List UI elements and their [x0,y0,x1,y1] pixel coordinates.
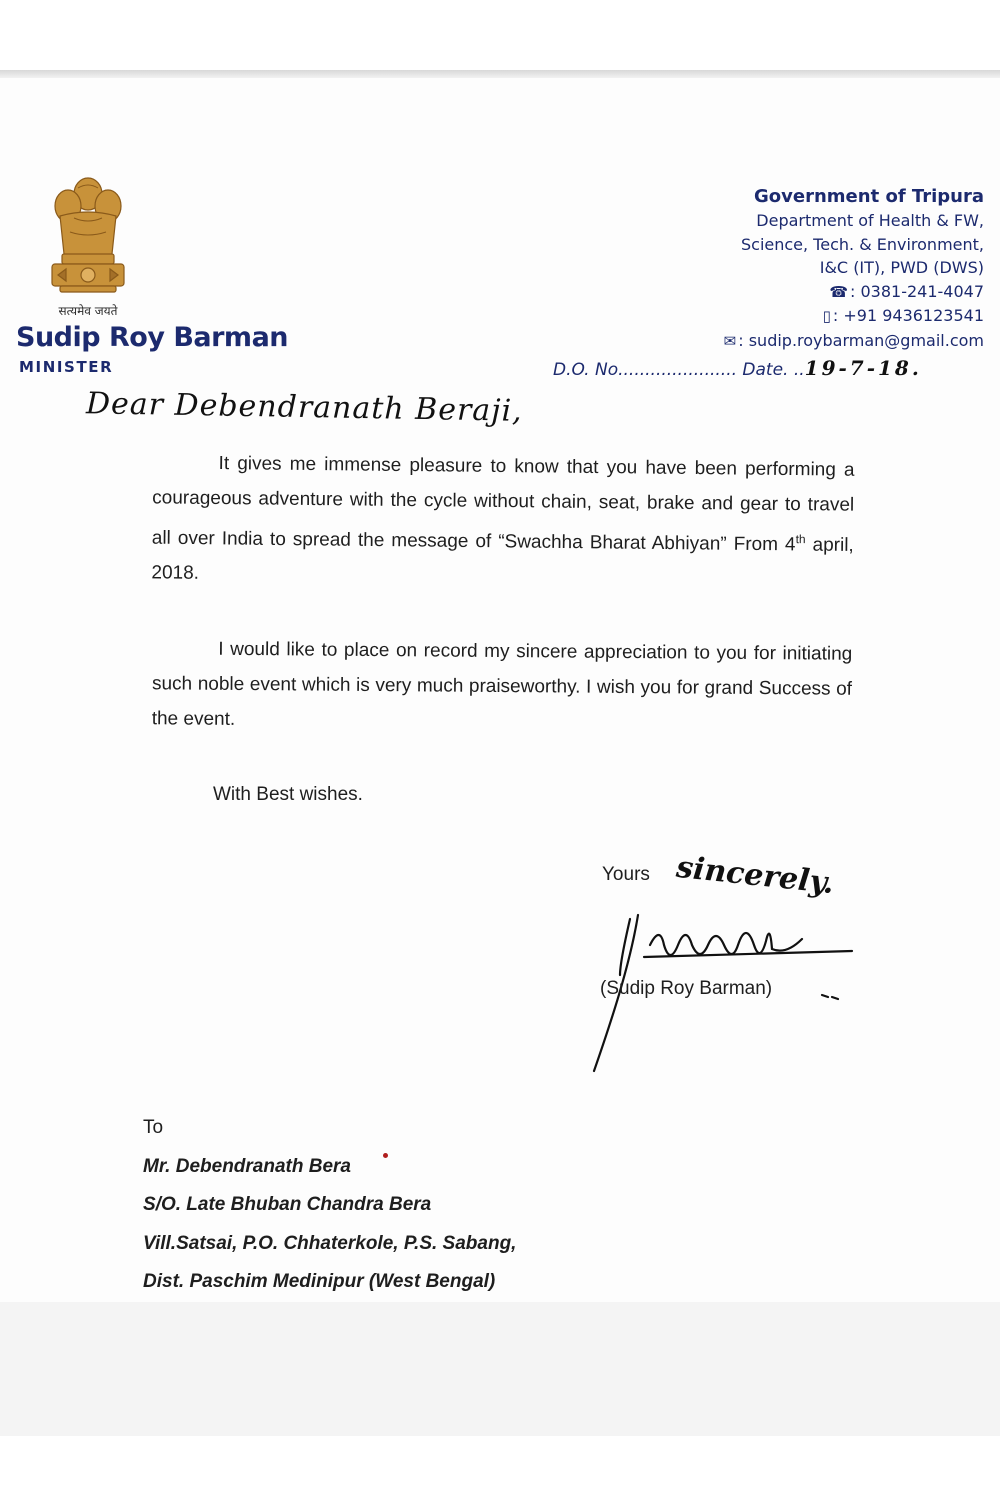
government-contact-block [564,184,984,353]
handwritten-salutation: Dear Debendranath Beraji, [85,386,523,429]
handwritten-sincerely: sincerely. [674,849,836,902]
ink-dot [383,1153,388,1158]
mobile-phone-icon: ▯ [822,307,831,325]
handwritten-date: 19-7-18. [804,356,922,380]
telephone-icon: ☎ [829,282,848,301]
emblem-motto: सत्यमेव जयते [58,304,118,318]
to-label: To [143,1117,164,1138]
minister-title: MINISTER [19,358,114,376]
email-address: : sudip.roybarman@gmail.com [738,330,984,350]
minister-name: Sudip Roy Barman [16,322,289,353]
envelope-icon: ✉ [723,331,737,350]
government-name: Government of Tripura [754,186,984,207]
ordinal-suffix: th [795,532,806,547]
recipient-name: Mr. Debendranath Bera [143,1156,351,1177]
phone-line [564,280,984,305]
paragraph-2-text: I would like to place on record my sincere appreciation to you for initiating such noble event which is very much praiseworthy. I wish you for grand Success of the event. [151,638,853,730]
department-line: I&C (IT), PWD (DWS) [819,258,984,277]
email-line [564,329,984,354]
recipient-address-line: Vill.Satsai, P.O. Chhaterkole, P.S. Sabang, [143,1233,517,1254]
body-paragraph-2 [152,631,853,741]
body-paragraph-1 [151,445,854,598]
department-line: Science, Tech. & Environment, [740,234,984,254]
paragraph-1-end: april, 2018. [151,534,854,585]
yours-label: Yours [602,864,650,885]
recipient-district: Dist. Paschim Medinipur (West Bengal) [143,1271,496,1292]
phone-number: : 0381-241-4047 [850,281,984,301]
page-bottom-margin [0,1436,1000,1500]
closing-wish: With Best wishes. [213,784,363,805]
mobile-line [564,304,984,329]
recipient-parent: S/O. Late Bhuban Chandra Bera [143,1194,432,1215]
department-line: Department of Health & FW, [756,211,984,230]
do-number-label: D.O. No...................... [553,360,737,380]
date-label: Date. .. [742,360,805,380]
signatory-name: (Sudip Roy Barman) [600,978,773,999]
do-number-date-line [553,356,922,380]
mobile-number: : +91 9436123541 [832,306,984,325]
paper-top-edge [0,70,1000,78]
page-top-margin [0,0,1000,72]
lion-capital-emblem-icon [38,172,138,298]
paragraph-1-text: It gives me immense pleasure to know that you have been performing a courageous adventure with the cycle without chain, seat, brake and gear to travel all over India to spread the message of “Swachha Bharat Abhiyan” From 4 [151,453,855,556]
